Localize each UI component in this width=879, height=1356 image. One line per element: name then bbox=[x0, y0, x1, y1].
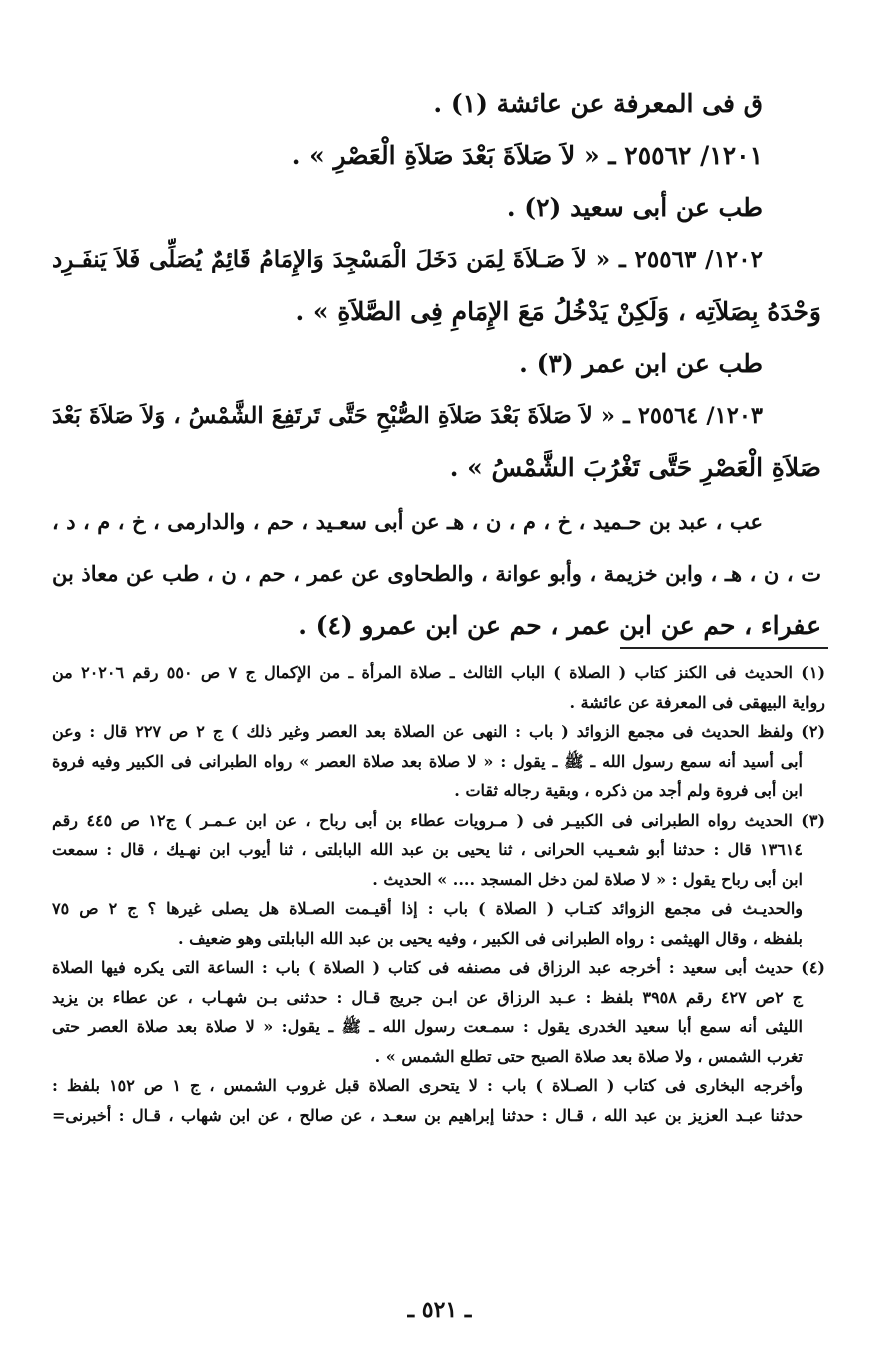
footnote-3-line-1: (٣) الحديث رواه الطبرانى فى الكبيـر فى ( مـرويات عطاء بن أبى رباح ، عن ابن عـمـر ) ج١٢ ص ٤٤٥ رقم bbox=[52, 810, 826, 830]
hadith-1202-line-1: ١٢٠٢/ ٢٥٥٦٣ ـ « لاَ صَـلاَةَ لِمَن دَخَلَ الْمَسْجِدَ وَالإِمَامُ قَائِمٌ يُصَلِّى فَلاَ يَنفَـرِد bbox=[52, 246, 763, 273]
footnote-2-line-1: (٢) ولفظ الحديث فى مجمع الزوائد ( باب : النهى عن الصلاة بعد العصر وغير ذلك ) ج ٢ ص ٢٢٧ قال : وعن bbox=[52, 722, 826, 741]
footnote-3-line-5: بلفظه ، وقال الهيثمى : رواه الطبرانى فى الكبير ، وفيه يحيى بن عبد الله البابلتى وهو ضعيف . bbox=[177, 928, 803, 948]
main-line-1: ق فى المعرفة عن عائشة (١) . bbox=[433, 89, 763, 118]
source-line-1201: طب عن أبى سعيد (٢) . bbox=[506, 193, 763, 222]
footnote-4-line-3: الليثى أنه سمع أبا سعيد الخدرى يقول : سمـعت رسول الله ـ ﷺ ـ يقول: « لا صلاة بعد صلاة العصر حتى bbox=[52, 1017, 804, 1036]
hadith-1202-line-2: وَحْدَهُ بِصَلاَتِه ، وَلَكِنْ يَدْخُلُ مَعَ الإِمَامِ فِى الصَّلاَةِ » . bbox=[295, 297, 821, 326]
footnote-4-line-6: حدثنا عبـد العزيز بن عبد الله ، قـال : حدثنا إبراهيم بن سعـد ، عن صالح ، عن ابن شهاب ، قـال : أخبرنى= bbox=[52, 1105, 803, 1125]
footnote-4-line-4: تغرب الشمس ، ولا صلاة بعد صلاة الصبح حتى تطلع الشمس » . bbox=[374, 1046, 803, 1066]
footnote-3-line-4: والحديـث فى مجمع الزوائد كتـاب ( الصلاة ) باب : إذا أقيـمت الصـلاة هل يصلى غيرها ؟ ج ٢ ص ٧٥ bbox=[52, 899, 803, 918]
footnotes bbox=[52, 658, 825, 1130]
source-line-1202: طب عن ابن عمر (٣) . bbox=[519, 349, 763, 378]
hadith-1203-line-1: ١٢٠٣/ ٢٥٥٦٤ ـ « لاَ صَلاَةَ بَعْدَ صَلاَةِ الصُّبْحِ حَتَّى تَرتَفِعَ الشَّمْسُ ، وَلاَ صَلاَةَ بَعْدَ bbox=[52, 403, 763, 429]
footnote-2-line-2: أبى أسيد أنه سمع رسول الله ـ ﷺ ـ يقول : « لا صلاة بعد صلاة العصر » رواه الطبرانى فى الكبير وفيه فروة bbox=[52, 751, 803, 771]
hadith-1201: ١٢٠١/ ٢٥٥٦٢ ـ « لاَ صَلاَةَ بَعْدَ صَلاَةِ الْعَصْرِ » . bbox=[291, 141, 763, 170]
sources-1203-line-1: عب ، عبد بن حـميد ، خ ، م ، ن ، هـ عن أبى سعـيد ، حم ، والدارمى ، خ ، م ، د ، bbox=[52, 509, 763, 534]
footnote-4-line-5: وأخرجه البخارى فى كتاب ( الصـلاة ) باب : لا يتحرى الصلاة قبل غروب الشمس ، ج ١ ص ١٥٢ بلفظ : bbox=[52, 1076, 804, 1095]
footnote-3-line-3: ابن أبى رباح يقول : « لا صلاة لمن دخل المسجد .... » الحديث . bbox=[372, 869, 803, 889]
sources-1203-line-2: ت ، ن ، هـ ، وابن خزيمة ، وأبو عوانة ، والطحاوى عن عمر ، حم ، ن ، طب عن معاذ بن bbox=[52, 561, 821, 586]
footnote-1-line-2: رواية البيهقى فى المعرفة عن عائشة . bbox=[569, 692, 825, 712]
footnote-1-line-1: (١) الحديث فى الكنز كتاب ( الصلاة ) الباب الثالث ـ صلاة المرأة ـ من الإكمال ج ٧ ص ٥٥٠ رقم ٢٠٢٠٦ من bbox=[52, 663, 826, 682]
footnote-divider bbox=[620, 647, 828, 649]
footnote-2-line-3: ابن أبى فروة ولم أجد من ذكره ، وبقية رجاله ثقات . bbox=[454, 781, 803, 800]
page-number: ـ ٥٢١ ـ bbox=[407, 1297, 472, 1323]
footnote-3-line-2: ١٣٦١٤ قال : حدثنا أبو شعـيب الحرانى ، ثنا يحيى بن عبد الله البابلتى ، ثنا أيوب ابن نهـيك ، قال : سمعت bbox=[52, 840, 803, 859]
footnote-4-line-2: ج ٢ص ٤٢٧ رقم ٣٩٥٨ بلفظ : عـبد الرزاق عن ابـن جريج قـال : حدثنى بـن شهـاب ، عن عطاء بن يزيد bbox=[52, 987, 803, 1007]
sources-1203-line-3: عفراء ، حم عن ابن عمر ، حم عن ابن عمرو (٤) . bbox=[298, 611, 821, 640]
hadith-1203-line-2: صَلاَةِ الْعَصْرِ حَتَّى تَغْرُبَ الشَّمْسُ » . bbox=[449, 453, 821, 482]
footnote-4-line-1: (٤) حديث أبى سعيد : أخرجه عبد الرزاق فى مصنفه فى كتاب ( الصلاة ) باب : الساعة التى يكره فيها الصلاة bbox=[52, 958, 825, 977]
main-text bbox=[52, 78, 821, 652]
